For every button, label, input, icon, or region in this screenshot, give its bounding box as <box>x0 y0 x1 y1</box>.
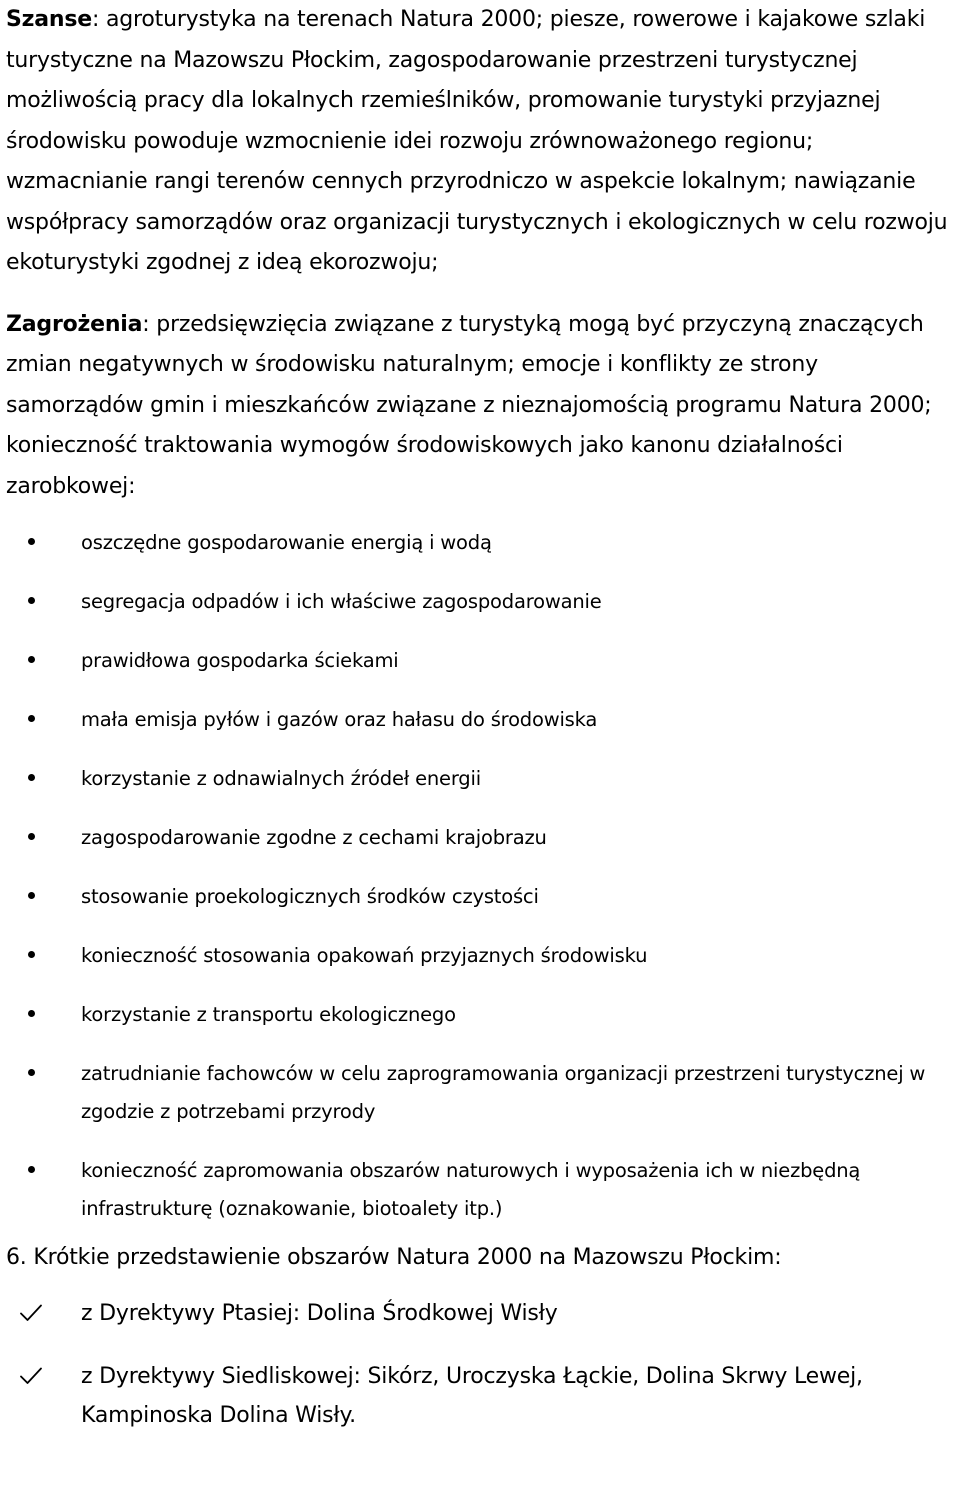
szanse-paragraph <box>6 0 956 284</box>
requirements-list <box>6 524 956 1228</box>
checkmark-icon <box>20 1367 42 1385</box>
list-item <box>6 878 956 916</box>
zagrozenia-text: : przedsięwzięcia związane z turystyką mogą być przyczyną znaczących zmian negatywnych w środowisku naturalnym; emocje i konflikty ze strony samorządów gmin i mieszkańców związane z nieznajomością programu Natura 2000; konieczność traktowania wymogów środowiskowych jako kanonu działalności zarobkowej: <box>6 311 932 499</box>
list-item <box>6 583 956 621</box>
bullet-icon <box>28 892 35 899</box>
list-item-text: mała emisja pyłów i gazów oraz hałasu do środowiska <box>81 708 598 731</box>
list-item <box>6 1152 956 1228</box>
document-page <box>6 0 956 1435</box>
list-item <box>6 937 956 975</box>
list-item <box>6 996 956 1034</box>
list-item-text: konieczność zapromowania obszarów naturowych i wyposażenia ich w niezbędną infrastrukturę (oznakowanie, biotoalety itp.) <box>81 1159 861 1220</box>
bullet-icon <box>28 951 35 958</box>
list-item <box>6 819 956 857</box>
zagrozenia-paragraph <box>6 305 956 508</box>
bullet-icon <box>28 597 35 604</box>
section-heading: 6. Krótkie przedstawienie obszarów Natura 2000 na Mazowszu Płockim: <box>6 1245 782 1270</box>
list-item <box>6 1357 956 1435</box>
natura-areas-list <box>6 1294 956 1435</box>
checkmark-icon <box>20 1304 42 1322</box>
list-item-text: z Dyrektywy Siedliskowej: Sikórz, Uroczyska Łąckie, Dolina Skrwy Lewej, Kampinoska Dolina Wisły. <box>81 1364 863 1428</box>
list-item-text: z Dyrektywy Ptasiej: Dolina Środkowej Wisły <box>81 1301 558 1326</box>
zagrozenia-label: Zagrożenia <box>6 311 143 337</box>
bullet-icon <box>28 1166 35 1173</box>
list-item-text: oszczędne gospodarowanie energią i wodą <box>81 531 492 554</box>
bullet-icon <box>28 833 35 840</box>
bullet-icon <box>28 538 35 545</box>
bullet-icon <box>28 656 35 663</box>
bullet-icon <box>28 715 35 722</box>
list-item-text: korzystanie z transportu ekologicznego <box>81 1003 456 1026</box>
szanse-text: : agroturystyka na terenach Natura 2000; piesze, rowerowe i kajakowe szlaki turystyczne na Mazowszu Płockim, zagospodarowanie przestrzeni turystycznej możliwością pracy dla lokalnych rzemieślników, promowanie turystyki przyjaznej środowisku powoduje wzmocnienie idei rozwoju zrównoważonego regionu; wzmacnianie rangi terenów cennych przyrodniczo w aspekcie lokalnym; nawiązanie współpracy samorządów oraz organizacji turystycznych i ekologicznych w celu rozwoju ekoturystyki zgodnej z ideą ekorozwoju; <box>6 7 948 275</box>
list-item-text: segregacja odpadów i ich właściwe zagospodarowanie <box>81 590 602 613</box>
list-item <box>6 760 956 798</box>
bullet-icon <box>28 774 35 781</box>
list-item <box>6 1294 956 1333</box>
list-item <box>6 524 956 562</box>
bullet-icon <box>28 1010 35 1017</box>
list-item-text: konieczność stosowania opakowań przyjaznych środowisku <box>81 944 648 967</box>
list-item-text: korzystanie z odnawialnych źródeł energii <box>81 767 481 790</box>
list-item-text: prawidłowa gospodarka ściekami <box>81 649 399 672</box>
list-item-text: zagospodarowanie zgodne z cechami krajobrazu <box>81 826 547 849</box>
list-item <box>6 642 956 680</box>
szanse-label: Szanse <box>6 7 92 32</box>
list-item <box>6 701 956 739</box>
list-item <box>6 1055 956 1131</box>
list-item-text: stosowanie proekologicznych środków czystości <box>81 885 539 908</box>
bullet-icon <box>28 1069 35 1076</box>
list-item-text: zatrudnianie fachowców w celu zaprogramowania organizacji przestrzeni turystycznej w zgodzie z potrzebami przyrody <box>81 1062 926 1123</box>
